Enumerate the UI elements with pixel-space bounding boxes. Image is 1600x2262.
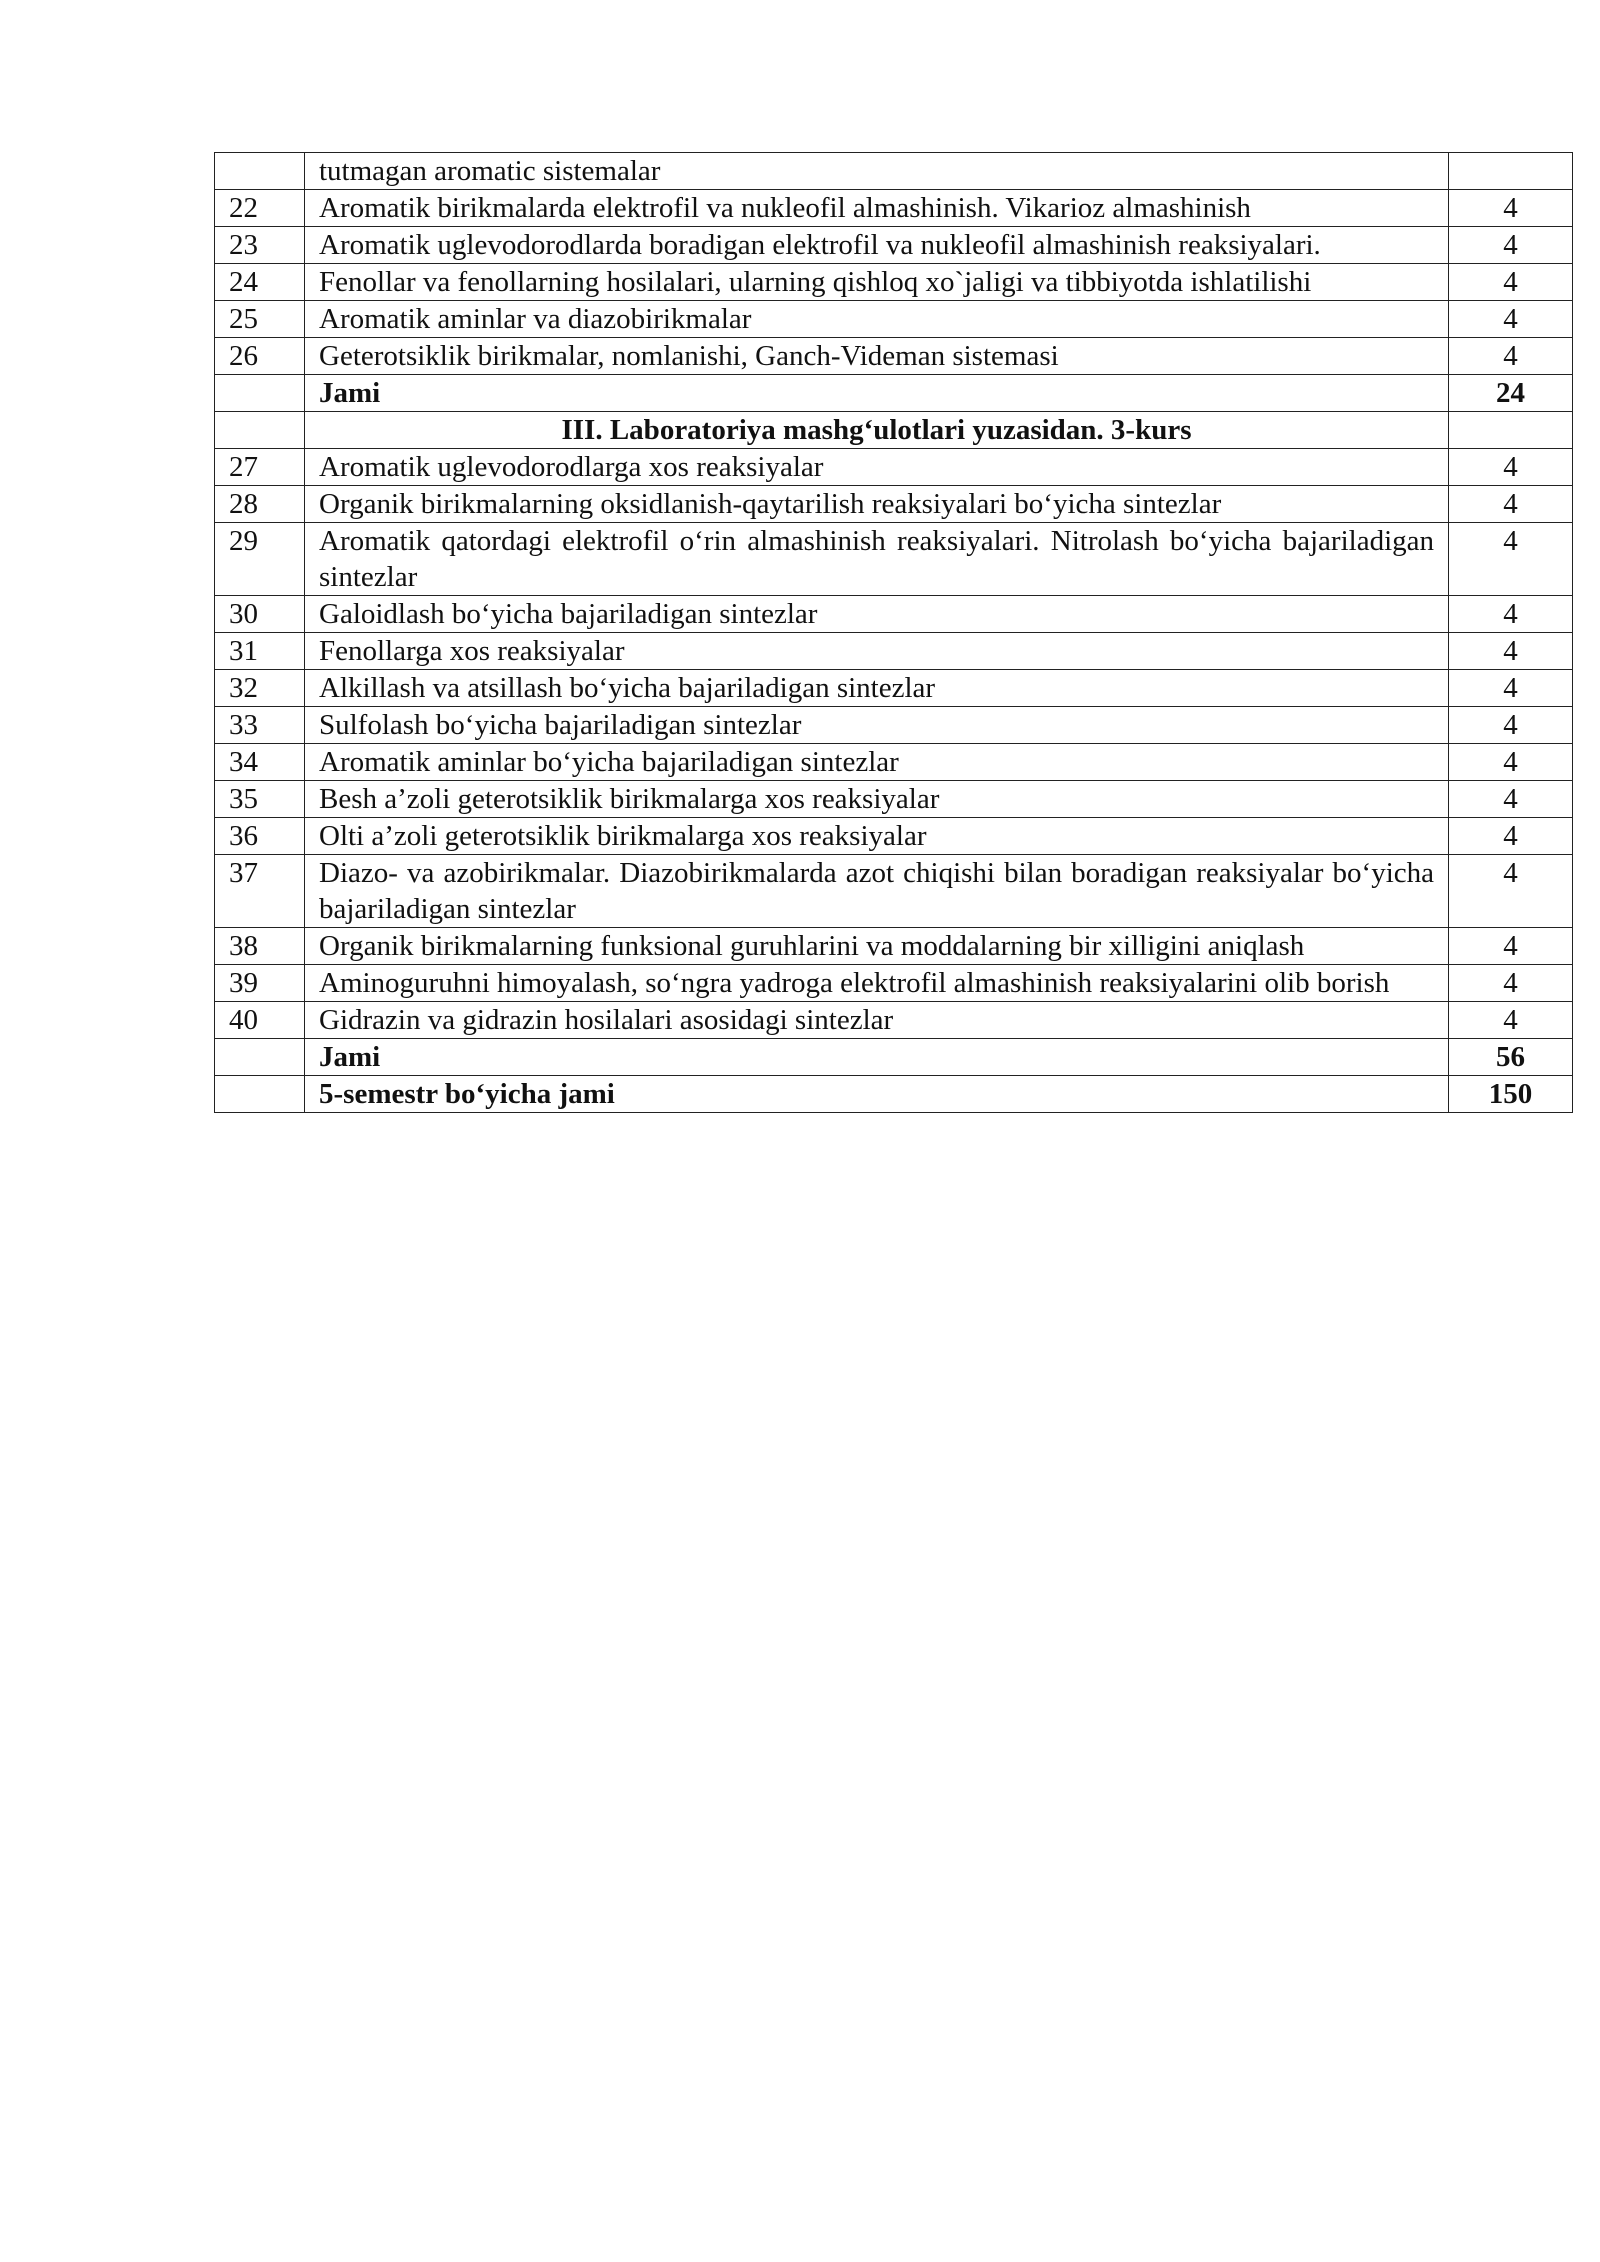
row-number-cell bbox=[215, 412, 305, 449]
row-number-cell: 28 bbox=[215, 486, 305, 523]
row-number-cell: 35 bbox=[215, 781, 305, 818]
row-number-cell: 26 bbox=[215, 338, 305, 375]
hours-cell: 4 bbox=[1449, 633, 1573, 670]
row-number-cell bbox=[215, 1076, 305, 1113]
table-row bbox=[215, 670, 1573, 707]
row-number-cell bbox=[215, 153, 305, 190]
row-number-cell: 29 bbox=[215, 523, 305, 596]
table-row bbox=[215, 264, 1573, 301]
table-row bbox=[215, 486, 1573, 523]
section-title-cell: III. Laboratoriya mashg‘ulotlari yuzasidan. 3-kurs bbox=[305, 412, 1449, 449]
topic-cell: Geterotsiklik birikmalar, nomlanishi, Ganch-Videman sistemasi bbox=[305, 338, 1449, 375]
hours-cell: 4 bbox=[1449, 818, 1573, 855]
row-number-cell bbox=[215, 1039, 305, 1076]
topic-cell: Galoidlash bo‘yicha bajariladigan sintezlar bbox=[305, 596, 1449, 633]
row-number-cell: 36 bbox=[215, 818, 305, 855]
table-row bbox=[215, 338, 1573, 375]
table-row bbox=[215, 449, 1573, 486]
row-number-cell: 38 bbox=[215, 928, 305, 965]
topic-cell: Aminoguruhni himoyalash, so‘ngra yadroga elektrofil almashinish reaksiyalarini olib borish bbox=[305, 965, 1449, 1002]
total-hours-cell: 24 bbox=[1449, 375, 1573, 412]
row-number-cell: 30 bbox=[215, 596, 305, 633]
total-hours-cell: 56 bbox=[1449, 1039, 1573, 1076]
hours-cell: 4 bbox=[1449, 670, 1573, 707]
table-body bbox=[215, 153, 1573, 1113]
table-row bbox=[215, 190, 1573, 227]
topic-cell: Fenollar va fenollarning hosilalari, ularning qishloq xo`jaligi va tibbiyotda ishlatilishi bbox=[305, 264, 1449, 301]
total-label-cell: Jami bbox=[305, 375, 1449, 412]
total-label-cell: Jami bbox=[305, 1039, 1449, 1076]
table-row bbox=[215, 1002, 1573, 1039]
table-row bbox=[215, 707, 1573, 744]
hours-cell: 4 bbox=[1449, 965, 1573, 1002]
table-row bbox=[215, 523, 1573, 596]
row-number-cell: 23 bbox=[215, 227, 305, 264]
topic-cell: Aromatik aminlar va diazobirikmalar bbox=[305, 301, 1449, 338]
row-number-cell: 40 bbox=[215, 1002, 305, 1039]
table-row bbox=[215, 633, 1573, 670]
row-number-cell: 33 bbox=[215, 707, 305, 744]
hours-cell: 4 bbox=[1449, 486, 1573, 523]
topic-cell: Aromatik uglevodorodlarda boradigan elektrofil va nukleofil almashinish reaksiyalari. bbox=[305, 227, 1449, 264]
hours-cell: 4 bbox=[1449, 338, 1573, 375]
hours-cell: 4 bbox=[1449, 301, 1573, 338]
topic-cell: Gidrazin va gidrazin hosilalari asosidagi sintezlar bbox=[305, 1002, 1449, 1039]
topic-cell: Organik birikmalarning oksidlanish-qaytarilish reaksiyalari bo‘yicha sintezlar bbox=[305, 486, 1449, 523]
total-row bbox=[215, 1039, 1573, 1076]
row-number-cell: 34 bbox=[215, 744, 305, 781]
row-number-cell: 22 bbox=[215, 190, 305, 227]
table-row bbox=[215, 855, 1573, 928]
total-row bbox=[215, 1076, 1573, 1113]
table-row bbox=[215, 227, 1573, 264]
hours-cell: 4 bbox=[1449, 264, 1573, 301]
row-number-cell: 32 bbox=[215, 670, 305, 707]
section-header-row bbox=[215, 412, 1573, 449]
hours-cell: 4 bbox=[1449, 523, 1573, 596]
table-row bbox=[215, 965, 1573, 1002]
topic-cell: tutmagan aromatic sistemalar bbox=[305, 153, 1449, 190]
topic-cell: Alkillash va atsillash bo‘yicha bajariladigan sintezlar bbox=[305, 670, 1449, 707]
topic-cell: Organik birikmalarning funksional guruhlarini va moddalarning bir xilligini aniqlash bbox=[305, 928, 1449, 965]
hours-cell: 4 bbox=[1449, 744, 1573, 781]
topic-cell: Besh a’zoli geterotsiklik birikmalarga xos reaksiyalar bbox=[305, 781, 1449, 818]
hours-cell bbox=[1449, 153, 1573, 190]
row-number-cell: 27 bbox=[215, 449, 305, 486]
row-number-cell: 31 bbox=[215, 633, 305, 670]
hours-cell: 4 bbox=[1449, 190, 1573, 227]
topic-cell: Aromatik uglevodorodlarga xos reaksiyalar bbox=[305, 449, 1449, 486]
hours-cell: 4 bbox=[1449, 596, 1573, 633]
total-row bbox=[215, 375, 1573, 412]
row-number-cell: 37 bbox=[215, 855, 305, 928]
topic-cell: Aromatik aminlar bo‘yicha bajariladigan sintezlar bbox=[305, 744, 1449, 781]
table-row bbox=[215, 928, 1573, 965]
row-number-cell bbox=[215, 375, 305, 412]
topic-cell: Sulfolash bo‘yicha bajariladigan sintezlar bbox=[305, 707, 1449, 744]
total-hours-cell: 150 bbox=[1449, 1076, 1573, 1113]
hours-cell: 4 bbox=[1449, 855, 1573, 928]
row-number-cell: 24 bbox=[215, 264, 305, 301]
topic-cell: Olti a’zoli geterotsiklik birikmalarga xos reaksiyalar bbox=[305, 818, 1449, 855]
hours-cell: 4 bbox=[1449, 449, 1573, 486]
hours-cell: 4 bbox=[1449, 928, 1573, 965]
hours-cell: 4 bbox=[1449, 227, 1573, 264]
row-number-cell: 25 bbox=[215, 301, 305, 338]
hours-cell: 4 bbox=[1449, 781, 1573, 818]
topic-cell: Diazo- va azobirikmalar. Diazobirikmalarda azot chiqishi bilan boradigan reaksiyalar bo‘yicha bajariladigan sintezlar bbox=[305, 855, 1449, 928]
topic-cell: Aromatik birikmalarda elektrofil va nukleofil almashinish. Vikarioz almashinish bbox=[305, 190, 1449, 227]
row-number-cell: 39 bbox=[215, 965, 305, 1002]
table-row bbox=[215, 596, 1573, 633]
curriculum-table bbox=[214, 152, 1573, 1113]
total-label-cell: 5-semestr bo‘yicha jami bbox=[305, 1076, 1449, 1113]
table-row bbox=[215, 744, 1573, 781]
hours-cell: 4 bbox=[1449, 1002, 1573, 1039]
table-row bbox=[215, 301, 1573, 338]
topic-cell: Fenollarga xos reaksiyalar bbox=[305, 633, 1449, 670]
hours-cell bbox=[1449, 412, 1573, 449]
hours-cell: 4 bbox=[1449, 707, 1573, 744]
table-row bbox=[215, 153, 1573, 190]
topic-cell: Aromatik qatordagi elektrofil o‘rin almashinish reaksiyalari. Nitrolash bo‘yicha bajariladigan sintezlar bbox=[305, 523, 1449, 596]
table-row bbox=[215, 781, 1573, 818]
table-row bbox=[215, 818, 1573, 855]
